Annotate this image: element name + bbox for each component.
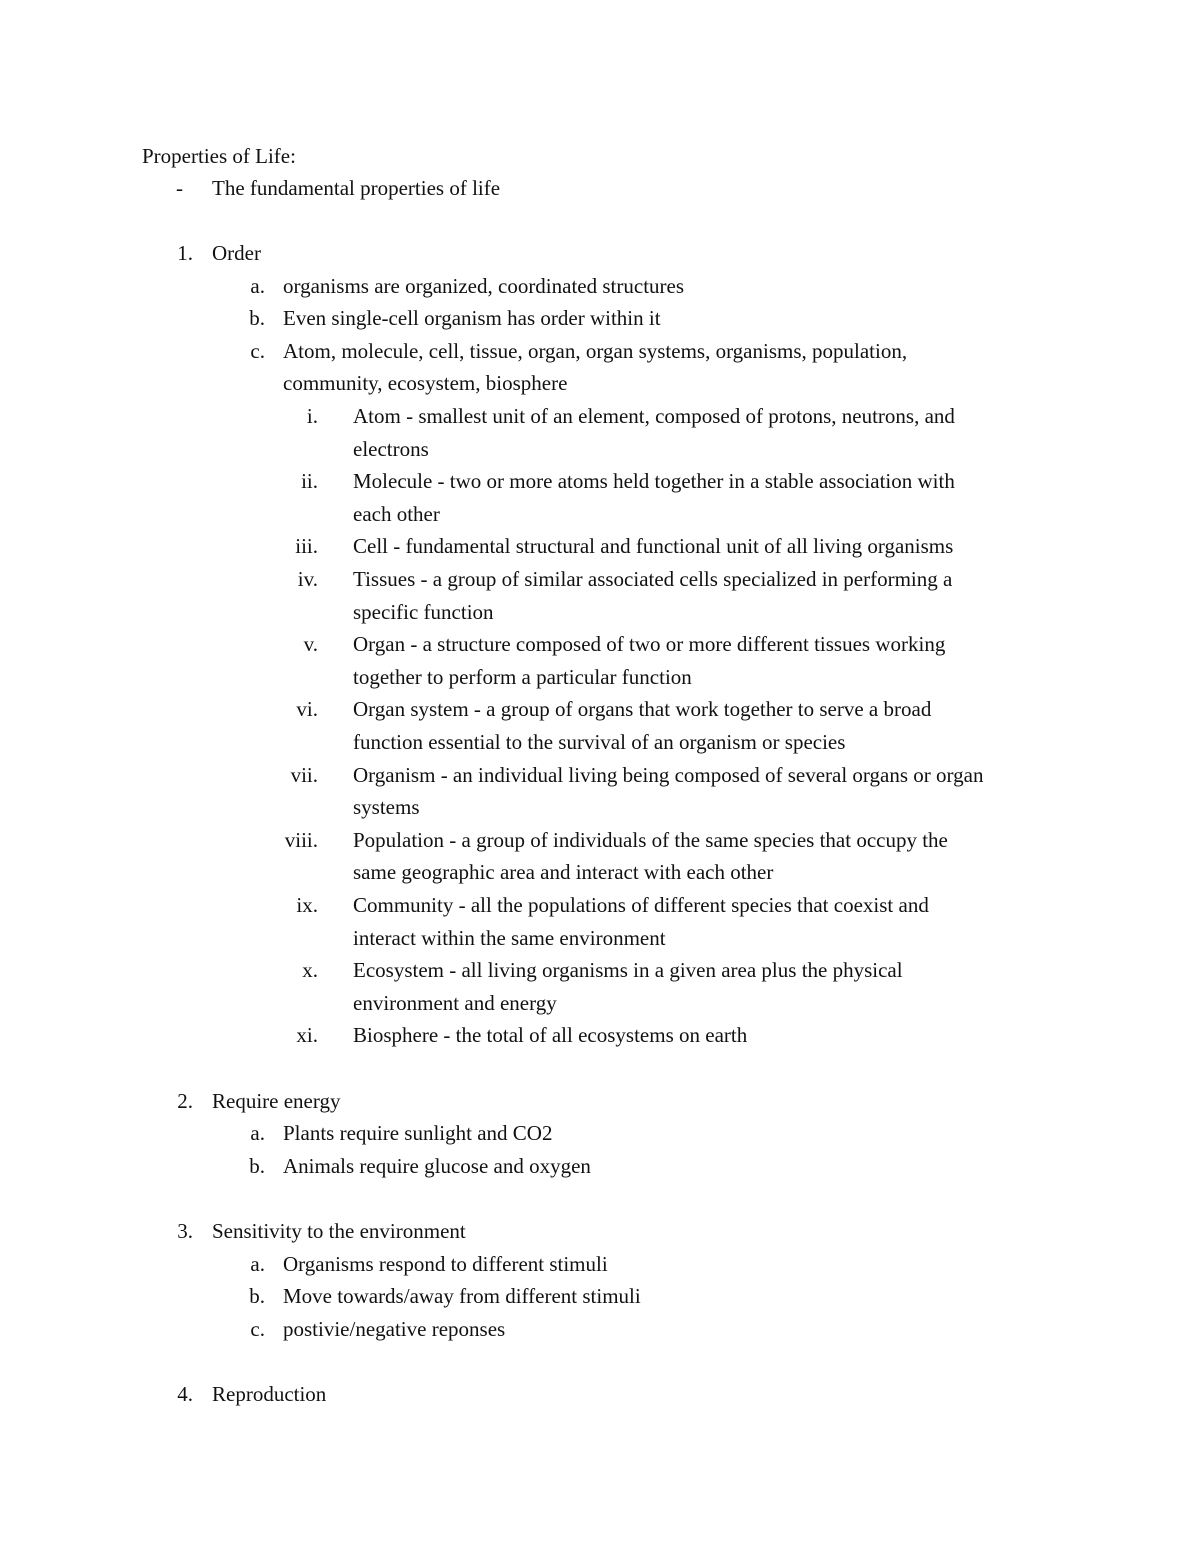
- list-item-marker: a.: [250, 1121, 265, 1145]
- list-item-text: Animals require glucose and oxygen: [283, 1154, 591, 1178]
- sublist-item-text: interact within the same environment: [353, 926, 666, 950]
- sublist-item-text: environment and energy: [353, 991, 557, 1015]
- sublist-item-text: same geographic area and interact with each other: [353, 860, 774, 884]
- sublist-item-text: Molecule - two or more atoms held together in a stable association with: [353, 469, 955, 493]
- list-item-marker: b.: [249, 1284, 265, 1308]
- sublist-item-marker: i.: [306, 404, 318, 428]
- sublist-item-text: Community - all the populations of different species that coexist and: [353, 893, 929, 917]
- sublist-item-text: function essential to the survival of an organism or species: [353, 730, 846, 754]
- list-item-marker: a.: [250, 1252, 265, 1276]
- section-number: 3.: [177, 1219, 193, 1243]
- list-item-text: Atom, molecule, cell, tissue, organ, organ systems, organisms, population,: [283, 339, 908, 363]
- list-item-text: Even single-cell organism has order within it: [283, 306, 661, 330]
- list-item-marker: b.: [249, 1154, 265, 1178]
- intro-dash-marker: -: [176, 176, 183, 200]
- sublist-item-text: Population - a group of individuals of the same species that occupy the: [353, 828, 948, 852]
- sublist-item-marker: x.: [302, 958, 318, 982]
- section-heading: Require energy: [212, 1089, 341, 1113]
- list-item-marker: b.: [249, 306, 265, 330]
- sublist-item-marker: ii.: [301, 469, 318, 493]
- sublist-item-text: Organ - a structure composed of two or more different tissues working: [353, 632, 946, 656]
- sublist-item-text: Cell - fundamental structural and functional unit of all living organisms: [353, 534, 954, 558]
- section-number: 2.: [177, 1089, 193, 1113]
- sublist-item-marker: vi.: [296, 697, 318, 721]
- intro-text: The fundamental properties of life: [212, 176, 501, 200]
- sublist-item-marker: xi.: [296, 1023, 318, 1047]
- sublist-item-marker: iv.: [297, 567, 318, 591]
- list-item-text: Move towards/away from different stimuli: [283, 1284, 641, 1308]
- list-item-marker: c.: [250, 339, 265, 363]
- sublist-item-text: each other: [353, 502, 440, 526]
- sublist-item-text: systems: [353, 795, 420, 819]
- sublist-item-text: Ecosystem - all living organisms in a given area plus the physical: [353, 958, 903, 982]
- sublist-item-text: Atom - smallest unit of an element, composed of protons, neutrons, and: [353, 404, 955, 428]
- sublist-item-text: together to perform a particular function: [353, 665, 692, 689]
- section-number: 4.: [177, 1382, 193, 1406]
- section-heading: Sensitivity to the environment: [212, 1219, 466, 1243]
- list-item-text: Organisms respond to different stimuli: [283, 1252, 608, 1276]
- sublist-item-text: Organ system - a group of organs that work together to serve a broad: [353, 697, 932, 721]
- sublist-item-text: Biosphere - the total of all ecosystems on earth: [353, 1023, 748, 1047]
- list-item-text: Plants require sunlight and CO2: [283, 1121, 553, 1145]
- document-title: Properties of Life:: [142, 144, 296, 168]
- sublist-item-marker: iii.: [295, 534, 318, 558]
- list-item-text: postivie/negative reponses: [283, 1317, 506, 1341]
- list-item-text: organisms are organized, coordinated structures: [283, 274, 685, 298]
- list-item-marker: a.: [250, 274, 265, 298]
- sublist-item-marker: ix.: [296, 893, 318, 917]
- sublist-item-marker: v.: [303, 632, 318, 656]
- sublist-item-text: Organism - an individual living being composed of several organs or organ: [353, 763, 984, 787]
- section-heading: Reproduction: [212, 1382, 327, 1406]
- sublist-item-marker: vii.: [290, 763, 318, 787]
- sublist-item-text: Tissues - a group of similar associated cells specialized in performing a: [353, 567, 953, 591]
- list-item-marker: c.: [250, 1317, 265, 1341]
- section-number: 1.: [177, 241, 193, 265]
- sublist-item-marker: viii.: [284, 828, 318, 852]
- list-item-text: community, ecosystem, biosphere: [283, 371, 568, 395]
- sublist-item-text: electrons: [353, 437, 429, 461]
- sublist-item-text: specific function: [353, 600, 494, 624]
- section-heading: Order: [212, 241, 261, 265]
